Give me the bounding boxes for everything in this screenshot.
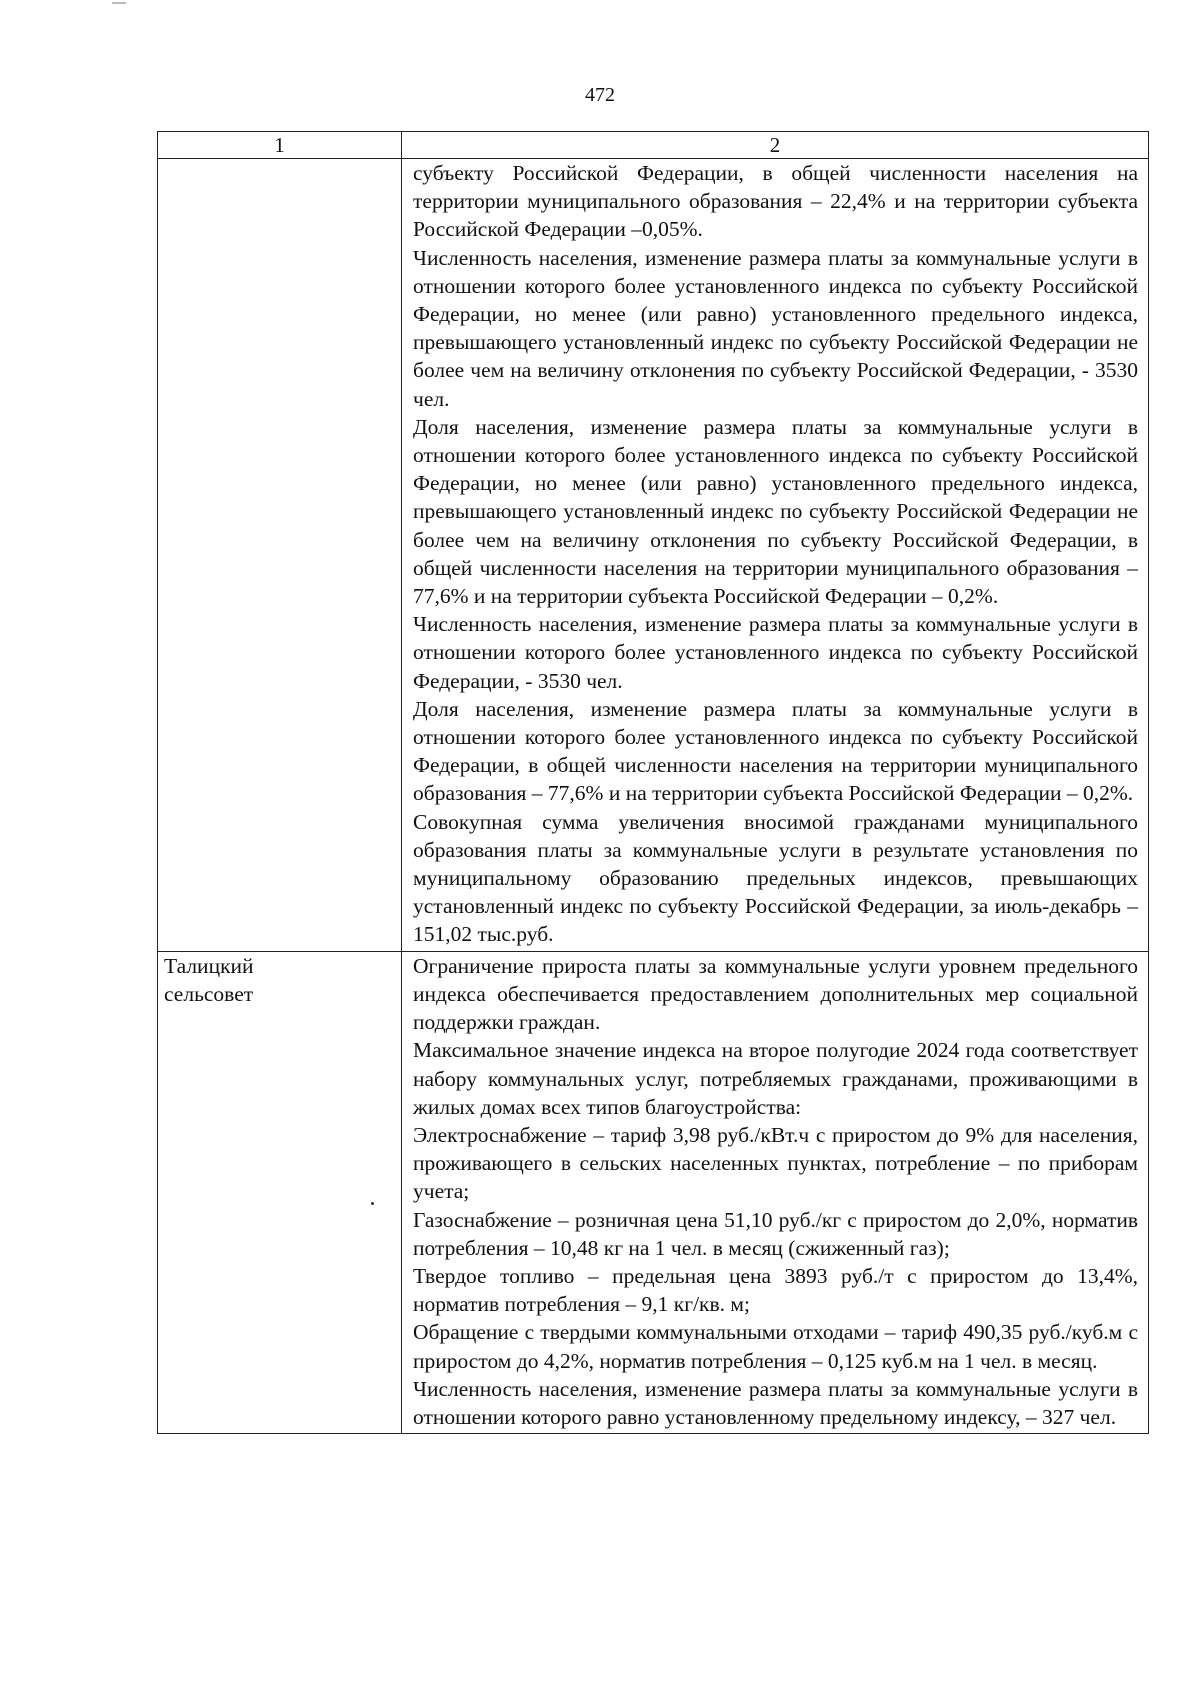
paragraph: Доля населения, изменение размера платы за коммунальные услуги в отношении которого более установленного индекса по субъекту Российской Федерации, но менее (или равно) установленного предельного индекса, превышающего установленный индекс по субъекту Российской Федерации не более чем на величину отклонения по субъекту Российской Федерации, в общей численности населения на территории муниципального образования – 77,6% и на территории субъекта Российской Федерации – 0,2%. (413, 414, 1138, 609)
page-number: 472 (585, 84, 615, 106)
municipality-cell (158, 951, 402, 1433)
paragraph: Газоснабжение – розничная цена 51,10 руб./кг с приростом до 2,0%, норматив потребления – 10,48 кг на 1 чел. в месяц (сжиженный газ); (413, 1207, 1138, 1260)
column-header-1: 1 (158, 132, 402, 159)
paragraph: Численность населения, изменение размера платы за коммунальные услуги в отношении которого более установленного индекса по субъекту Российской Федерации, но менее (или равно) установленного предельного индекса, превышающего установленный индекс по субъекту Российской Федерации не более чем на величину отклонения по субъекту Российской Федерации, - 3530 чел. (413, 245, 1138, 411)
paragraph: Ограничение прироста платы за коммунальные услуги уровнем предельного индекса обеспечивается предоставлением дополнительных мер социальной поддержки граждан. (413, 953, 1138, 1035)
description-cell (402, 951, 1149, 1433)
paragraph: Электроснабжение – тариф 3,98 руб./кВт.ч с приростом до 9% для населения, проживающего в сельских населенных пунктах, потребление – по приборам учета; (413, 1122, 1138, 1204)
paragraph: Численность населения, изменение размера платы за коммунальные услуги в отношении которого более установленного индекса по субъекту Российской Федерации, - 3530 чел. (413, 612, 1138, 693)
paragraph: Численность населения, изменение размера платы за коммунальные услуги в отношении которого равно установленному предельному индексу, – 327 чел. (413, 1376, 1138, 1429)
paragraph: Обращение с твердыми коммунальными отходами – тариф 490,35 руб./куб.м с приростом до 4,2%, норматив потребления – 0,125 куб.м на 1 чел. в месяц. (413, 1320, 1138, 1373)
municipality-name-line: сельсовет (164, 981, 254, 1006)
description-cell (402, 159, 1149, 952)
paragraph: субъекту Российской Федерации, в общей численности населения на территории муниципального образования – 22,4% и на территории субъекта Российской Федерации –0,05%. (413, 161, 1138, 242)
column-header-2: 2 (402, 132, 1149, 159)
paragraph: Максимальное значение индекса на второе полугодие 2024 года соответствует набору коммунальных услуг, потребляемых гражданами, проживающими в жилых домах всех типов благоустройства: (413, 1038, 1138, 1119)
scan-speck (371, 1202, 374, 1205)
scan-mark (112, 2, 126, 4)
municipality-cell (158, 159, 402, 952)
paragraph: Доля населения, изменение размера платы за коммунальные услуги в отношении которого более установленного индекса по субъекту Российской Федерации, в общей численности населения на территории муниципального образования – 77,6% и на территории субъекта Российской Федерации – 0,2%. (413, 696, 1138, 806)
paragraph: Совокупная сумма увеличения вносимой гражданами муниципального образования платы за коммунальные услуги в результате установления по муниципальному образованию предельных индексов, превышающих установленный индекс по субъекту Российской Федерации, за июль-декабрь – 151,02 тыс.руб. (413, 809, 1138, 947)
municipality-name-line: Талицкий (164, 953, 254, 978)
table-row (158, 159, 1149, 952)
paragraph: Твердое топливо – предельная цена 3893 руб./т с приростом до 13,4%, норматив потребления – 9,1 кг/кв. м; (413, 1263, 1138, 1317)
table-row (158, 951, 1149, 1433)
table-header-row (158, 132, 1149, 159)
document-table (157, 131, 1149, 1434)
